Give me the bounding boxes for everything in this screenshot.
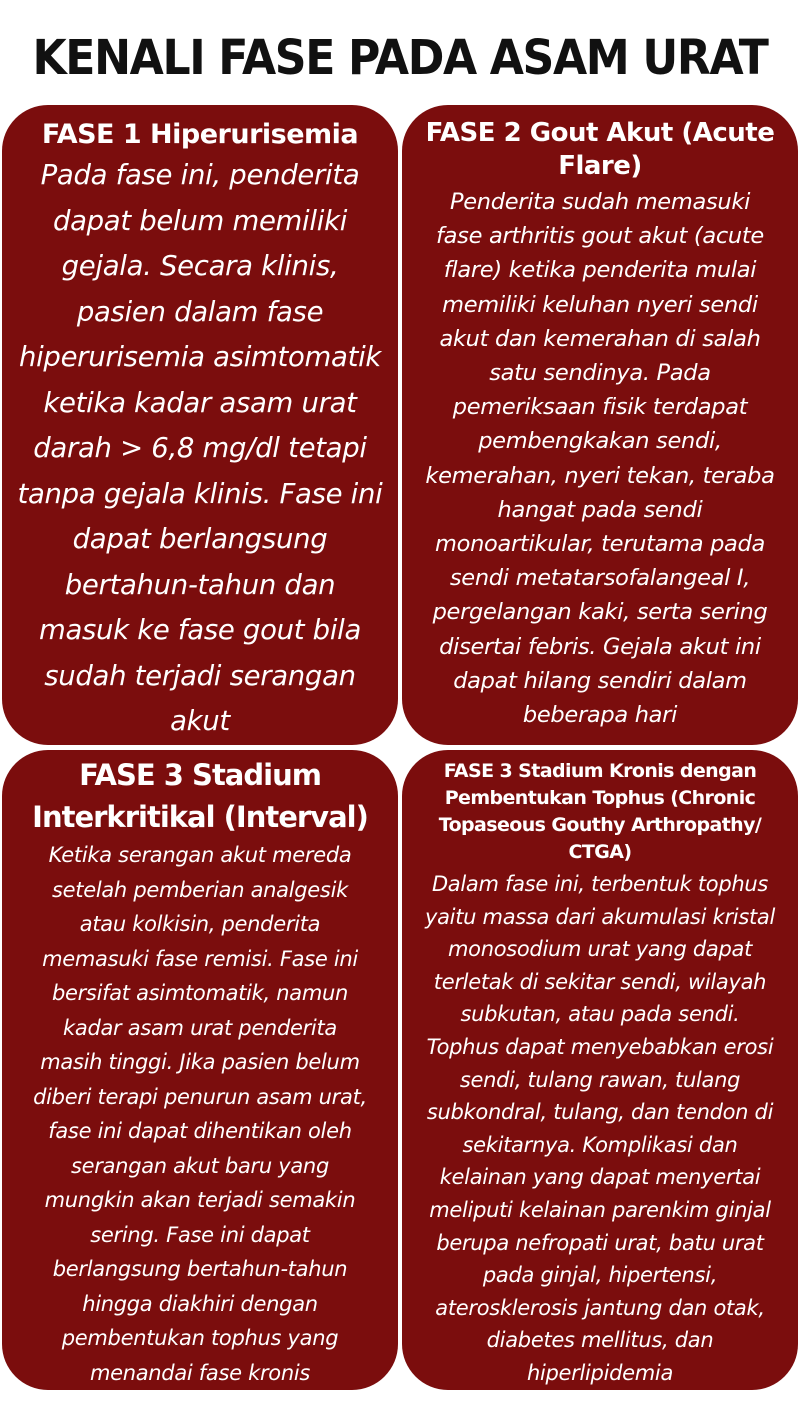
phase-3-description: Ketika serangan akut mereda setelah pemberian analgesik atau kolkisin, penderita memasuki fase remisi. Fase ini bersifat asimtomatik, namun kadar asam urat penderita masih tinggi. Jika pasien belum diberi terapi penurun asam urat, fase ini dapat dihentikan oleh serangan akut baru yang mungkin akan terjadi semakin sering. Fase ini dapat berlangsung bertahun-tahun hingga diakhiri dengan pembentukan tophus yang menandai fase kronis bbox=[33, 843, 367, 1385]
phase-2-title: FASE 2 Gout Akut (Acute Flare) bbox=[425, 118, 775, 181]
phase-card-3 bbox=[2, 750, 398, 1390]
phase-2-description: Penderita sudah memasuki fase arthritis gout akut (acute flare) ketika penderita mulai memiliki keluhan nyeri sendi akut dan kemerahan di salah satu sendinya. Pada pemeriksaan fisik terdapat pembengkakan sendi, kemerahan, nyeri tekan, teraba hangat pada sendi monoartikular, terutama pada sendi metatarsofalangeal I, pergelangan kaki, serta sering disertai febris. Gejala akut ini dapat hilang sendiri dalam beberapa hari bbox=[425, 189, 775, 729]
phase-4-description: Dalam fase ini, terbentuk tophus yaitu massa dari akumulasi kristal monosodium urat yang dapat terletak di sekitar sendi, wilayah subkutan, atau pada sendi. Tophus dapat menyebabkan erosi sendi, tulang rawan, tulang subkondral, tulang, dan tendon di sekitarnya. Komplikasi dan kelainan yang dapat menyertai meliputi kelainan parenkim ginjal berupa nefropati urat, batu urat pada ginjal, hipertensi, aterosklerosis jantung dan otak, diabetes mellitus, dan hiperlipidemia bbox=[424, 872, 775, 1385]
phase-3-title: FASE 3 Stadium Interkritikal (Interval) bbox=[32, 758, 368, 834]
page-title: KENALI FASE PADA ASAM URAT bbox=[32, 30, 768, 86]
phase-4-title: FASE 3 Stadium Kronis dengan Pembentukan Tophus (Chronic Topaseous Gouthy Arthropathy/ CTGA) bbox=[438, 760, 762, 863]
phase-1-description: Pada fase ini, penderita dapat belum memiliki gejala. Secara klinis, pasien dalam fase hiperurisemia asimtomatik ketika kadar asam urat darah > 6,8 mg/dl tetapi tanpa gejala klinis. Fase ini dapat berlangsung bertahun-tahun dan masuk ke fase gout bila sudah terjadi serangan akut bbox=[17, 159, 383, 737]
phase-card-2 bbox=[402, 105, 798, 745]
phase-1-title: FASE 1 Hiperurisemia bbox=[41, 119, 359, 150]
phase-card-1 bbox=[2, 105, 398, 745]
phase-card-4 bbox=[402, 750, 798, 1390]
